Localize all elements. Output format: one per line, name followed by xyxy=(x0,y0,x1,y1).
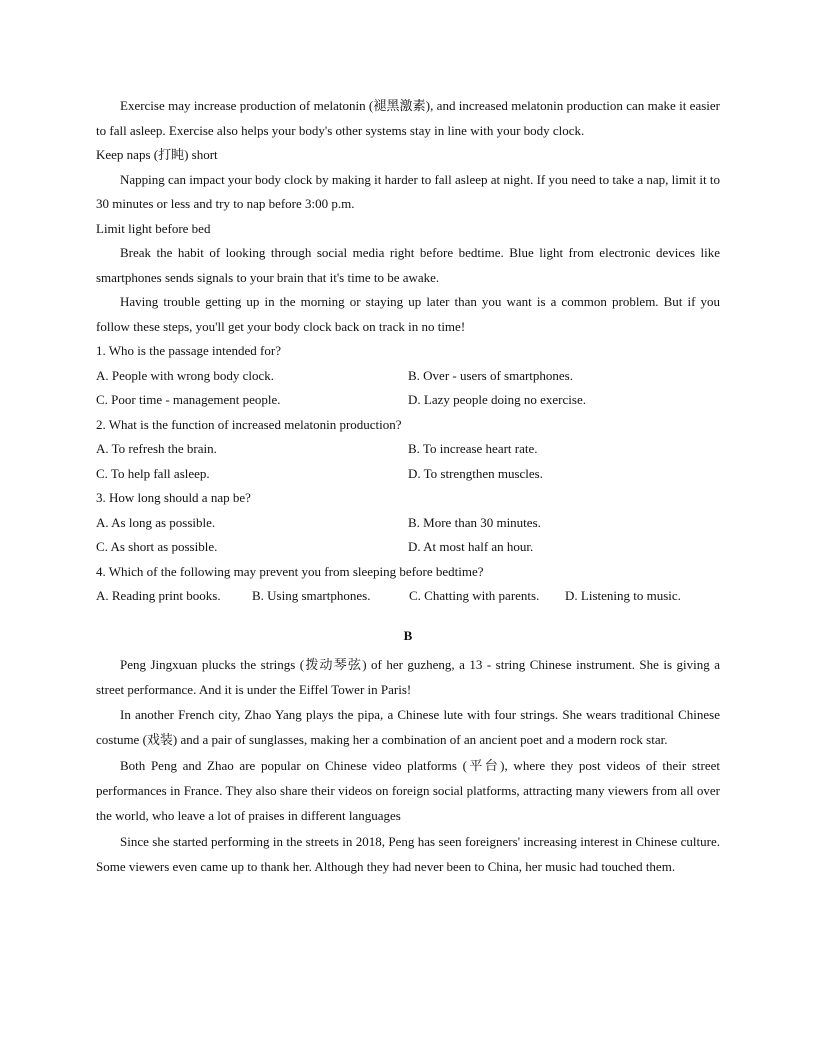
paragraph-conclusion: Having trouble getting up in the morning or staying up later than you want is a common problem. But if you follow these steps, you'll get your body clock back on track in no time! xyxy=(96,294,720,334)
option-d: D. To strengthen muscles. xyxy=(408,465,543,481)
paragraph-peng-jingxuan: Peng Jingxuan plucks the strings (拨动琴弦) of her guzheng, a 13 - string Chinese instrument. She is giving a street performance. And it is under the Eiffel Tower in Paris! xyxy=(96,656,720,697)
paragraph-zhao-yang: In another French city, Zhao Yang plays the pipa, a Chinese lute with four strings. She wears traditional Chinese costume (戏装) and a pair of sunglasses, making her a combination of an ancient poet and a modern rock star. xyxy=(96,707,720,748)
heading-keep-naps-short: Keep naps (打盹) short xyxy=(96,147,218,162)
option-b: B. Using smartphones. xyxy=(252,588,371,603)
option-d: D. Listening to music. xyxy=(565,588,681,603)
paragraph-video-platforms: Both Peng and Zhao are popular on Chinese video platforms (平台), where they post videos of their street performances in France. They also share their videos on foreign social platforms, attracting many viewers from all over the world, who leave a lot of praises in different languages xyxy=(96,757,720,824)
option-grid xyxy=(96,364,720,413)
question-3 xyxy=(96,486,720,560)
option-c: C. To help fall asleep. xyxy=(96,465,210,481)
option-a: A. To refresh the brain. xyxy=(96,441,217,456)
option-b: B. To increase heart rate. xyxy=(408,441,538,456)
question-1 xyxy=(96,339,720,413)
paragraph-exercise: Exercise may increase production of melatonin (褪黑激素), and increased melatonin production can make it easier to fall asleep. Exercise also helps your body's other systems stay in line with your body clock. xyxy=(96,98,720,138)
question-2 xyxy=(96,413,720,487)
section-b-title: B xyxy=(403,627,413,643)
question-4 xyxy=(96,560,720,609)
option-c: C. As short as possible. xyxy=(96,539,218,554)
option-c: C. Chatting with parents. xyxy=(409,588,540,603)
document-page xyxy=(96,94,720,879)
paragraph-blue-light: Break the habit of looking through social media right before bedtime. Blue light from electronic devices like smartphones sends signals to your brain that it's time to be awake. xyxy=(96,245,720,285)
option-b: B. More than 30 minutes. xyxy=(408,514,541,530)
option-d: D. Lazy people doing no exercise. xyxy=(408,392,586,407)
option-grid xyxy=(96,511,720,560)
question-stem: 3. How long should a nap be? xyxy=(96,490,251,505)
option-grid xyxy=(96,437,720,486)
heading-limit-light: Limit light before bed xyxy=(96,220,211,236)
option-b: B. Over - users of smartphones. xyxy=(408,367,573,383)
passage-b xyxy=(96,652,720,880)
option-d: D. At most half an hour. xyxy=(408,539,534,554)
option-a: A. People with wrong body clock. xyxy=(96,367,275,383)
option-row xyxy=(96,584,720,609)
question-stem: 1. Who is the passage intended for? xyxy=(96,343,281,358)
question-stem: 2. What is the function of increased melatonin production? xyxy=(96,416,402,432)
passage-a xyxy=(96,94,720,339)
paragraph-napping: Napping can impact your body clock by making it harder to fall asleep at night. If you need to take a nap, limit it to 30 minutes or less and try to nap before 3:00 p.m. xyxy=(96,171,720,211)
option-c: C. Poor time - management people. xyxy=(96,392,281,407)
question-list xyxy=(96,339,720,609)
option-a: A. As long as possible. xyxy=(96,514,216,530)
paragraph-foreign-interest: Since she started performing in the streets in 2018, Peng has seen foreigners' increasing interest in Chinese culture. Some viewers even came up to thank her. Although they had never been to China, her music had touched them. xyxy=(96,833,720,874)
question-stem: 4. Which of the following may prevent you from sleeping before bedtime? xyxy=(96,563,484,579)
option-a: A. Reading print books. xyxy=(96,588,221,603)
